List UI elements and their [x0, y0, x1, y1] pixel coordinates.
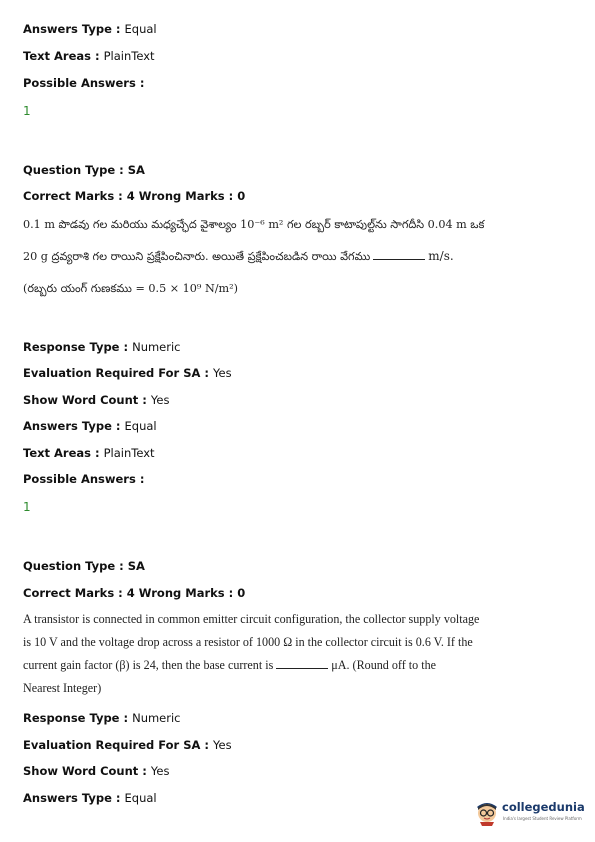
possible-answer: 1 — [23, 500, 31, 514]
answers-type-row: Answers Type : Equal — [23, 419, 157, 433]
response-type-row: Response Type : Numeric — [23, 340, 181, 354]
response-type-row: Response Type : Numeric — [23, 711, 181, 725]
text-areas-label: Text Areas : — [23, 49, 104, 63]
question-line: A transistor is connected in common emitter circuit configuration, the collector supply voltage — [23, 612, 480, 626]
possible-answers-row — [23, 76, 144, 90]
text-areas-value: PlainText — [103, 49, 155, 63]
question-line: 0.1 m పొడవు గల మరియు మధ్యచ్ఛేద వైశాల్యం 10⁻⁶ m² గల రబ్బర్ కాటాపుల్ట్‌ను సాగదీసి 0.04 m ఒక — [23, 218, 485, 231]
collegedunia-logo — [472, 796, 584, 830]
marks-row: Correct Marks : 4 Wrong Marks : 0 — [23, 189, 246, 203]
mascot-icon — [474, 798, 500, 826]
logo-tagline: India's largest Student Review Platform — [503, 816, 582, 821]
answers-type-row: Answers Type : Equal — [23, 791, 157, 805]
question-text — [23, 213, 485, 300]
question-line: 20 g ద్రవ్యరాశి గల రాయిని ప్రక్షేపించినారు. అయితే ప్రక్షేపించబడిన రాయి వేగము m/s. — [23, 249, 454, 263]
word-count-row: Show Word Count : Yes — [23, 393, 170, 407]
answer-blank — [276, 658, 328, 669]
answers-type-label: Answers Type : — [23, 22, 125, 36]
question-line: (రబ్బరు యంగ్ గుణకము = 0.5 × 10⁹ N/m²) — [23, 282, 238, 295]
text-areas-row — [23, 49, 155, 63]
possible-answers-row: Possible Answers : — [23, 472, 145, 486]
question-line: is 10 V and the voltage drop across a resistor of 1000 Ω in the collector circuit is 0.6 V. If the — [23, 635, 473, 649]
answers-type-row — [23, 22, 157, 36]
question-line: Nearest Integer) — [23, 681, 102, 695]
question-type: Question Type : SA — [23, 163, 145, 177]
question-text — [23, 608, 480, 700]
possible-answer: 1 — [23, 104, 31, 118]
evaluation-row: Evaluation Required For SA : Yes — [23, 738, 232, 752]
marks-row: Correct Marks : 4 Wrong Marks : 0 — [23, 586, 246, 600]
question-type: Question Type : SA — [23, 559, 145, 573]
logo-text: collegedunia — [502, 800, 585, 814]
evaluation-row: Evaluation Required For SA : Yes — [23, 366, 232, 380]
word-count-row: Show Word Count : Yes — [23, 764, 170, 778]
text-areas-row: Text Areas : PlainText — [23, 446, 155, 460]
possible-answers-label: Possible Answers : — [23, 76, 145, 90]
answer-blank — [373, 249, 425, 260]
question-line: current gain factor (β) is 24, then the base current is μA. (Round off to the — [23, 658, 436, 672]
answers-type-value: Equal — [124, 22, 157, 36]
